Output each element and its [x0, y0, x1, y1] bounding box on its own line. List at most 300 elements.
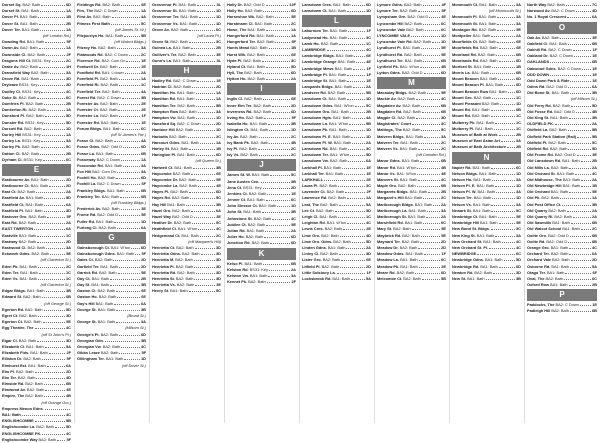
postcode-locality: BA2: Bath — [27, 244, 45, 250]
postcode-locality: BA1: Bath — [332, 133, 351, 139]
street-name: BA1: Bath — [2, 412, 21, 417]
grid-reference: 5E — [516, 26, 521, 32]
grid-reference: 2C — [141, 51, 146, 57]
dotted-leader — [490, 71, 515, 74]
postcode-locality: BA1: Bath — [546, 269, 565, 275]
dotted-leader — [355, 104, 365, 107]
dotted-leader — [44, 203, 65, 206]
grid-reference: 5C — [66, 144, 71, 150]
grid-reference: 6D — [516, 88, 521, 94]
dotted-leader — [571, 104, 591, 107]
postcode-locality: BA1: Bath — [249, 272, 268, 278]
dotted-leader — [324, 178, 365, 181]
dotted-leader — [190, 196, 215, 199]
dotted-leader — [44, 209, 65, 212]
street-name: Hay Hill — [152, 201, 167, 207]
postcode-locality: BA1: Bath — [472, 107, 490, 113]
grid-reference: 4D — [366, 232, 371, 238]
grid-reference: 5F — [291, 39, 296, 45]
grid-reference: 1C — [516, 125, 521, 131]
postcode-locality: BA1: Bath — [178, 2, 197, 7]
grid-reference: 3A — [66, 138, 71, 144]
street-name: Hamilton Rd. — [152, 96, 176, 102]
postcode-locality: BA2: Odd D — [97, 212, 119, 218]
grid-reference: 2C — [441, 145, 446, 151]
street-name: Dutton Cl. — [2, 150, 21, 156]
street-name: Magdalen Rd. — [377, 108, 403, 114]
street-name: Lee Ct. — [302, 207, 315, 213]
grid-reference: 3B — [216, 164, 221, 170]
postcode-locality: BA1: Bath — [97, 306, 116, 312]
street-name: NEWBRIDGE — [452, 251, 477, 257]
grid-reference: 2A — [516, 32, 521, 38]
dotted-leader — [567, 15, 591, 18]
street-name: Eastbourne Ct. — [2, 183, 30, 189]
dotted-leader — [420, 159, 440, 162]
dotted-leader — [350, 110, 365, 113]
street-name: Hyll, The — [227, 70, 244, 76]
dotted-leader — [121, 207, 141, 210]
postcode-locality: BA2: Bath — [478, 26, 497, 32]
postcode-locality: BA1: Bath — [258, 203, 277, 209]
dotted-leader — [580, 303, 591, 306]
postcode-locality: BA2: Bath — [173, 220, 192, 226]
postcode-locality: BA1: Bath — [329, 145, 348, 151]
grid-reference: 1D — [366, 127, 371, 133]
dotted-leader — [40, 152, 65, 155]
postcode-locality: BA2: Bath — [26, 113, 44, 119]
grid-reference: 5B — [366, 90, 371, 96]
postcode-locality: BA1: Bath — [550, 282, 568, 288]
street-name: Guinea La. — [152, 45, 172, 51]
grid-reference: 2E — [141, 107, 146, 113]
dotted-leader — [415, 271, 440, 274]
grid-reference: 6F — [141, 181, 146, 187]
postcode-locality: BA2: C Down — [557, 65, 581, 71]
street-name: Lansdown Gro. — [302, 108, 331, 114]
street-name: Marlborough St. — [377, 214, 407, 219]
grid-reference: 6E — [141, 288, 146, 294]
dotted-leader — [412, 122, 440, 125]
postcode-locality: BA1: Bath — [333, 139, 352, 145]
street-name: Osborne Rd. — [527, 263, 551, 269]
postcode-locality: BA1: Bath — [479, 2, 497, 7]
index-column — [75, 2, 150, 423]
postcode-locality: BS31: Key — [23, 156, 42, 162]
postcode-locality: BA1: Bath — [473, 63, 492, 69]
street-name: Forester Ct. — [77, 107, 99, 113]
grid-reference: 1D — [291, 127, 296, 133]
dotted-leader — [105, 339, 140, 342]
grid-reference: 1C — [516, 113, 521, 119]
postcode-locality: BA1: Bath — [21, 76, 39, 82]
dotted-leader — [496, 53, 515, 56]
dotted-leader — [191, 209, 215, 212]
postcode-locality: BA1: W'ton — [334, 102, 354, 108]
postcode-locality: BA2: Bath — [172, 170, 191, 176]
dotted-leader — [489, 246, 515, 249]
grid-reference: 2B — [141, 275, 146, 281]
dotted-leader — [119, 333, 140, 336]
postcode-locality: BA2: Bath — [177, 269, 195, 275]
postcode-locality: BA2: Bath — [244, 96, 262, 102]
index-entry — [152, 288, 221, 294]
dotted-leader — [495, 184, 515, 187]
grid-reference: 1D — [66, 125, 71, 131]
grid-reference: 5E — [441, 90, 446, 96]
street-name: Lansdown Pl. E. — [302, 133, 332, 139]
grid-reference: 2B — [592, 158, 597, 164]
grid-reference: 2D — [141, 257, 146, 263]
street-name: Dransfield Way — [2, 70, 30, 76]
dotted-leader — [570, 79, 591, 82]
grid-reference: 5E — [66, 319, 71, 325]
street-name: Hamilton Ter. — [152, 102, 177, 108]
street-name: Heathfield Cl. — [152, 226, 177, 232]
grid-reference: 2A — [592, 121, 597, 127]
street-name: Johnstone St. — [227, 215, 253, 221]
postcode-locality: BA1: Bath — [550, 115, 568, 120]
grid-reference: 6B — [592, 59, 597, 65]
postcode-locality: BS31: Key — [19, 82, 38, 88]
postcode-locality: BA1: Bath — [323, 164, 342, 170]
dotted-leader — [45, 407, 70, 410]
grid-reference: 5C — [216, 195, 221, 201]
postcode-locality: BA1: Bath — [30, 176, 49, 182]
postcode-locality: BA2: Bath — [404, 51, 422, 57]
postcode-locality: BA2: Bath — [177, 102, 195, 108]
grid-reference: 1D — [141, 356, 146, 362]
dotted-leader — [55, 425, 65, 428]
grid-reference: 6B — [592, 220, 597, 226]
street-name: Maynard Ter. — [377, 238, 401, 244]
index-entry — [152, 58, 221, 64]
grid-reference: 12F — [289, 2, 296, 7]
grid-reference: 1A — [141, 156, 146, 162]
postcode-locality: BA1: Bath — [30, 350, 48, 356]
grid-reference: 6D — [141, 244, 146, 250]
dotted-leader — [491, 203, 515, 206]
street-name: Henrietta Gdns. — [152, 251, 181, 257]
grid-reference: 4C — [516, 244, 521, 250]
grid-reference: 5F — [141, 251, 146, 257]
grid-reference: 6A — [66, 226, 71, 232]
dotted-leader — [497, 15, 515, 18]
grid-reference: 3A — [516, 232, 521, 238]
dotted-leader — [117, 170, 140, 173]
postcode-locality: BA1: Bath — [475, 125, 493, 131]
postcode-locality: BA1: Bath — [400, 139, 418, 145]
postcode-locality: BA2: Bath — [102, 206, 120, 212]
grid-reference: 3A — [516, 2, 521, 7]
postcode-locality: BA1: Bath — [21, 26, 40, 32]
dotted-leader — [121, 90, 140, 93]
street-name: Gaston Ho. — [77, 294, 98, 300]
dotted-leader — [573, 215, 591, 218]
grid-reference: 2A — [141, 70, 146, 76]
street-name: Old Post Office Ct. — [527, 201, 562, 207]
grid-reference: 1D — [516, 101, 521, 106]
grid-reference: 7C — [592, 2, 597, 7]
postcode-locality: BA1: Bath — [25, 201, 44, 207]
street-name: Lampards Bldgs. — [302, 84, 334, 90]
dotted-leader — [191, 172, 215, 175]
postcode-locality: BA2: Bath — [239, 145, 257, 151]
street-name: Empire, The — [2, 393, 25, 399]
street-name: Egerton Rd. — [2, 306, 25, 312]
street-name: Fieldings Rd. — [77, 2, 102, 7]
dotted-leader — [122, 96, 140, 99]
dotted-leader — [581, 184, 591, 187]
postcode-locality: BA1: Bath — [333, 115, 351, 120]
dotted-leader — [121, 345, 140, 348]
index-entry — [527, 14, 597, 20]
dotted-leader — [569, 116, 591, 119]
street-name: Islington Ct. — [227, 127, 250, 133]
grid-reference: 6A — [592, 84, 597, 90]
postcode-locality: BA1: Bath — [19, 14, 38, 20]
grid-reference: 4E — [216, 183, 221, 189]
street-name: Georgian Vw. — [77, 343, 102, 349]
dotted-leader — [195, 283, 215, 286]
grid-reference: 3L — [216, 57, 221, 63]
grid-reference: 2E — [366, 176, 371, 182]
dotted-leader — [499, 46, 516, 49]
dotted-leader — [577, 135, 591, 138]
grid-reference: 1F — [366, 71, 371, 77]
postcode-locality: BA2: Bath — [100, 101, 118, 106]
street-name: Elliston Dr. — [2, 356, 23, 362]
street-name: Hadley Rd. — [152, 77, 173, 83]
postcode-locality: BA1: Bath — [407, 214, 426, 219]
postcode-locality: BA1: Bath — [177, 115, 196, 120]
dotted-leader — [39, 271, 65, 274]
postcode-locality: BA1: W'ton — [396, 170, 416, 176]
grid-reference: 5C — [291, 172, 296, 178]
grid-reference: 1E — [141, 119, 146, 125]
street-name: Museum of Bath at Work — [452, 131, 498, 137]
postcode-locality: BA2: Bath — [320, 251, 338, 257]
postcode-locality: BA2: Bath — [320, 201, 338, 207]
street-name: Haycombe La. — [152, 183, 179, 189]
dotted-leader — [494, 127, 515, 130]
grid-reference: 1A — [216, 90, 221, 96]
dotted-leader — [41, 90, 65, 93]
dotted-leader — [349, 122, 365, 125]
dotted-leader — [419, 265, 440, 268]
dotted-leader — [569, 252, 591, 255]
grid-reference: 1F — [441, 251, 446, 257]
postcode-locality: BA1: Bath — [399, 176, 418, 182]
street-name: Dowding Rd. — [2, 39, 26, 45]
street-name: Old Frome Rd. — [527, 152, 554, 158]
dotted-leader — [492, 96, 515, 99]
postcode-locality: BA2: Bath — [23, 319, 42, 325]
dotted-leader — [424, 71, 440, 74]
grid-reference: 2F — [291, 279, 296, 285]
street-name: Marlborough Bldgs. — [377, 201, 414, 207]
dotted-leader — [261, 180, 291, 183]
postcode-locality: BA2: Bath — [480, 45, 498, 51]
dotted-leader — [491, 166, 515, 169]
postcode-locality: BA1: Bath — [177, 90, 195, 96]
grid-reference: 1D — [216, 115, 221, 120]
street-name: Nelson Ter. — [452, 195, 473, 201]
dotted-leader — [39, 22, 65, 25]
dotted-leader — [41, 139, 65, 142]
grid-reference: 3A — [216, 108, 221, 114]
postcode-locality: BA1: Bath — [19, 275, 37, 281]
street-name: Manor Gdns. — [377, 158, 401, 164]
street-name: Jena Ct. — [227, 184, 243, 190]
grid-reference: 6C — [516, 251, 521, 257]
postcode-locality: BA2: Bath — [321, 232, 339, 238]
postcode-locality: BA1: Bath — [483, 238, 501, 244]
index-entry — [377, 276, 446, 282]
grid-reference: 5F — [291, 115, 296, 120]
postcode-locality: BA2: Bath — [98, 269, 117, 275]
postcode-locality: BA1: Bath — [247, 197, 265, 203]
postcode-locality: BA1: Bath — [473, 195, 492, 201]
grid-reference: 1C — [66, 269, 71, 275]
grid-reference: 4C — [66, 88, 71, 94]
grid-reference: 3C — [366, 145, 371, 151]
postcode-locality: BA2: Bath — [178, 176, 197, 182]
dotted-leader — [501, 139, 515, 142]
street-name: Hedgemead Ct. — [152, 232, 181, 238]
dotted-leader — [122, 182, 141, 185]
dotted-leader — [412, 227, 441, 230]
street-name: LYNCOMBE VALE — [377, 32, 411, 38]
dotted-leader — [262, 210, 290, 213]
street-name: Lambridge Grange — [302, 59, 337, 65]
dotted-leader — [568, 147, 591, 150]
street-name: LARKHALL — [302, 176, 324, 182]
postcode-locality: BA2: Bath — [541, 195, 559, 201]
dotted-leader — [346, 246, 365, 249]
postcode-locality: BA1: Bath — [400, 263, 418, 269]
grid-reference: 5F — [66, 356, 71, 362]
street-name: Eden Vs. — [2, 275, 19, 281]
index-entry — [302, 276, 371, 282]
dotted-leader — [122, 127, 140, 130]
street-name: Lyndhurst Ter. — [377, 57, 404, 63]
street-name: Oolite Rd. — [527, 238, 546, 244]
street-name: Oldfield Pl. — [527, 139, 548, 145]
street-name: Elgar Cl. — [2, 337, 18, 343]
street-name: Meadow La. — [377, 257, 400, 263]
street-name: Fordfield Rd. — [77, 70, 101, 76]
postcode-locality: BA1: Bath — [250, 127, 269, 133]
street-name: Foxhill La. — [77, 181, 97, 187]
street-name: Flatwoods Rd. — [77, 51, 104, 57]
dotted-leader — [338, 184, 365, 187]
dotted-leader — [38, 15, 65, 18]
dotted-leader — [577, 153, 592, 156]
street-name: Monmouth Pl. — [452, 14, 478, 20]
dotted-leader — [342, 166, 365, 169]
dotted-leader — [119, 9, 140, 12]
grid-reference: 6E — [141, 294, 146, 300]
dotted-leader — [197, 3, 215, 6]
street-name: Moorfields Ct. — [452, 39, 478, 45]
dotted-leader — [264, 235, 290, 238]
postcode-locality: BA2: C Down — [549, 53, 573, 59]
index-column — [150, 2, 225, 423]
grid-reference: 1E — [216, 77, 221, 83]
dotted-leader — [263, 71, 290, 74]
grid-reference: 5E — [216, 176, 221, 182]
grid-reference: 3D — [216, 269, 221, 275]
postcode-locality: BA1: Bath — [20, 20, 38, 26]
postcode-locality: BA1: Bath — [414, 201, 433, 207]
grid-reference: 3A — [141, 45, 146, 51]
grid-reference: 6D — [291, 234, 296, 240]
street-name: Fosse La. — [77, 150, 95, 156]
street-name: Kelso Pl. — [227, 260, 244, 266]
dotted-leader — [353, 85, 365, 88]
street-name: Gillingham Ter. — [77, 356, 105, 362]
dotted-leader — [114, 152, 140, 155]
grid-reference: 2F — [66, 350, 71, 356]
dotted-leader — [497, 28, 515, 31]
street-name: Lansdown Vw. — [302, 158, 329, 164]
grid-reference: 5D — [66, 195, 71, 201]
street-name: Forefield Ter. — [77, 88, 102, 94]
dotted-leader — [120, 195, 140, 198]
grid-reference: 1E — [592, 65, 597, 71]
dotted-leader — [131, 246, 140, 249]
dotted-leader — [582, 67, 591, 70]
street-name: Lympsham Grn. — [377, 14, 407, 20]
street-name: Little Solsbury La. — [302, 269, 336, 275]
dotted-leader — [498, 3, 515, 6]
grid-reference: 2C — [291, 145, 296, 151]
grid-reference: 5F — [141, 350, 146, 356]
grid-reference: 1B — [592, 183, 597, 189]
note-text: (off Dover St.) — [121, 362, 146, 368]
dotted-leader — [418, 246, 440, 249]
grid-reference: 5C — [592, 139, 597, 145]
street-name: Ivy Bank Pk. — [227, 139, 250, 145]
postcode-locality: BA2: Bath — [178, 51, 196, 57]
postcode-locality: BA1: Bath — [25, 195, 44, 201]
dotted-leader — [114, 220, 140, 223]
dotted-leader — [117, 226, 140, 229]
dotted-leader — [123, 164, 140, 167]
dotted-leader — [327, 48, 365, 51]
street-name: Frankley Bldgs. — [77, 187, 106, 193]
street-name: Lyncombe Vale — [377, 26, 406, 32]
dotted-leader — [432, 40, 440, 43]
grid-reference: 4E — [66, 387, 71, 393]
postcode-locality: BA2: Odd D — [172, 214, 193, 219]
grid-reference: 3D — [216, 275, 221, 281]
street-name: Leighton Rd. — [302, 220, 326, 226]
dotted-leader — [47, 215, 65, 218]
postcode-locality: BA1: W'ton — [110, 244, 131, 250]
grid-reference: 3D — [66, 76, 71, 82]
street-name: Linden Gdns. — [302, 244, 327, 250]
postcode-locality: BA2: Bath — [26, 387, 45, 393]
grid-reference: 1A — [66, 45, 71, 51]
street-name: Dorset St. — [2, 8, 21, 14]
postcode-locality: BA1: Bath — [26, 343, 44, 349]
postcode-locality: BA2: C Down — [104, 51, 128, 57]
dotted-leader — [339, 252, 365, 255]
postcode-locality: BA2: Bath — [93, 14, 111, 20]
grid-reference: 4D — [66, 374, 71, 380]
